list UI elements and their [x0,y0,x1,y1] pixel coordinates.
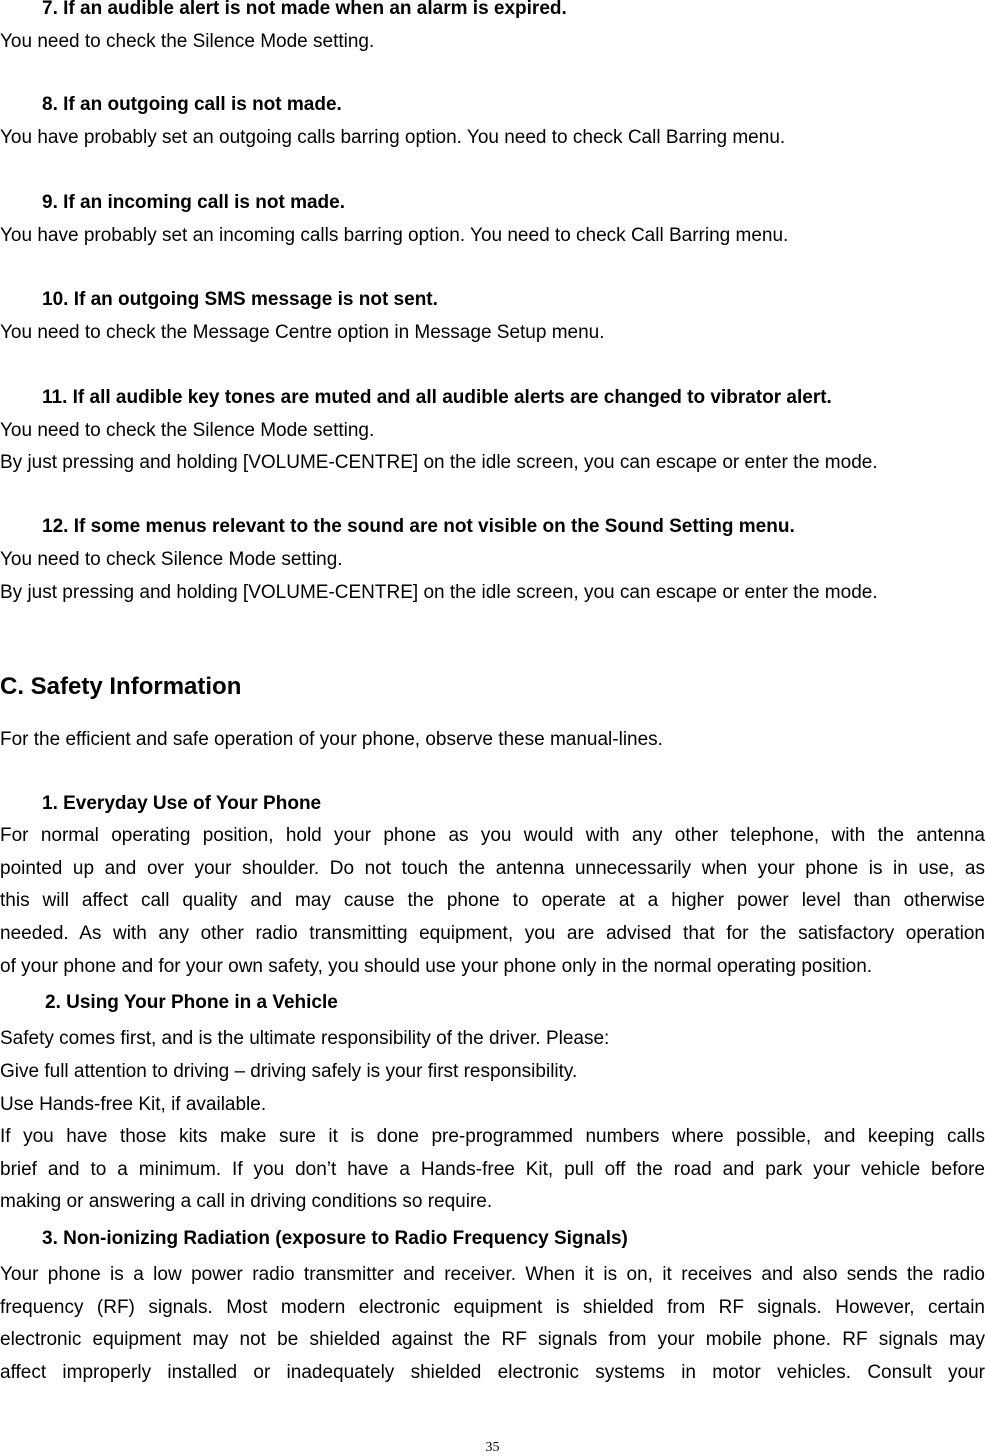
faq-9-line-1: You have probably set an incoming calls barring option. You need to check Call Barring menu. [0,225,789,246]
faq-11-line-1: You need to check the Silence Mode setting. [0,420,375,441]
radiation-line-1: Your phone is a low power radio transmitter and receiver. When it is on, it receives and also sends the radio [0,1264,985,1285]
faq-12-line-1: You need to check Silence Mode setting. [0,549,343,570]
faq-7-title: 7. If an audible alert is not made when an alarm is expired. [42,0,567,19]
faq-8-line-1: You have probably set an outgoing calls barring option. You need to check Call Barring menu. [0,127,786,148]
page-number: 35 [485,1440,500,1455]
vehicle-line-5: brief and to a minimum. If you don’t have a Hands-free Kit, pull off the road and park your vehicle before [0,1159,985,1180]
everyday-use-line-4: needed. As with any other radio transmitting equipment, you are advised that for the satisfactory operation [0,923,985,944]
vehicle-line-4: If you have those kits make sure it is done pre-programmed numbers where possible, and keeping calls [0,1126,985,1147]
faq-11-line-2: By just pressing and holding [VOLUME-CENTRE] on the idle screen, you can escape or enter the mode. [0,452,878,473]
vehicle-line-1: Safety comes first, and is the ultimate responsibility of the driver. Please: [0,1028,610,1049]
vehicle-line-6: making or answering a call in driving conditions so require. [0,1191,493,1212]
radiation-line-3: electronic equipment may not be shielded against the RF signals from your mobile phone. RF signals may [0,1329,985,1350]
faq-12-title: 12. If some menus relevant to the sound are not visible on the Sound Setting menu. [42,516,795,537]
vehicle-title: 2. Using Your Phone in a Vehicle [45,992,338,1013]
vehicle-line-2: Give full attention to driving – driving safely is your first responsibility. [0,1061,578,1082]
faq-9-title: 9. If an incoming call is not made. [42,192,346,213]
everyday-use-line-1: For normal operating position, hold your phone as you would with any other telephone, with the antenna [0,825,985,846]
radiation-title: 3. Non-ionizing Radiation (exposure to Radio Frequency Signals) [42,1228,628,1249]
section-intro: For the efficient and safe operation of your phone, observe these manual-lines. [0,729,663,750]
faq-12-line-2: By just pressing and holding [VOLUME-CENTRE] on the idle screen, you can escape or enter the mode. [0,582,878,603]
vehicle-line-3: Use Hands-free Kit, if available. [0,1094,267,1115]
faq-11-title: 11. If all audible key tones are muted and all audible alerts are changed to vibrator alert. [42,387,832,408]
everyday-use-line-5: of your phone and for your own safety, you should use your phone only in the normal operating position. [0,956,873,977]
section-heading: C. Safety Information [0,673,242,700]
everyday-use-line-3: this will affect call quality and may cause the phone to operate at a higher power level than otherwise [0,890,985,911]
radiation-line-4: affect improperly installed or inadequately shielded electronic systems in motor vehicles. Consult your [0,1362,985,1383]
faq-10-line-1: You need to check the Message Centre option in Message Setup menu. [0,322,605,343]
radiation-line-2: frequency (RF) signals. Most modern electronic equipment is shielded from RF signals. However, certain [0,1297,985,1318]
faq-10-title: 10. If an outgoing SMS message is not sent. [42,289,438,310]
faq-8-title: 8. If an outgoing call is not made. [42,94,342,115]
everyday-use-line-2: pointed up and over your shoulder. Do not touch the antenna unnecessarily when your phone is in use, as [0,858,985,879]
everyday-use-title: 1. Everyday Use of Your Phone [42,793,322,814]
faq-7-line-1: You need to check the Silence Mode setting. [0,31,375,52]
